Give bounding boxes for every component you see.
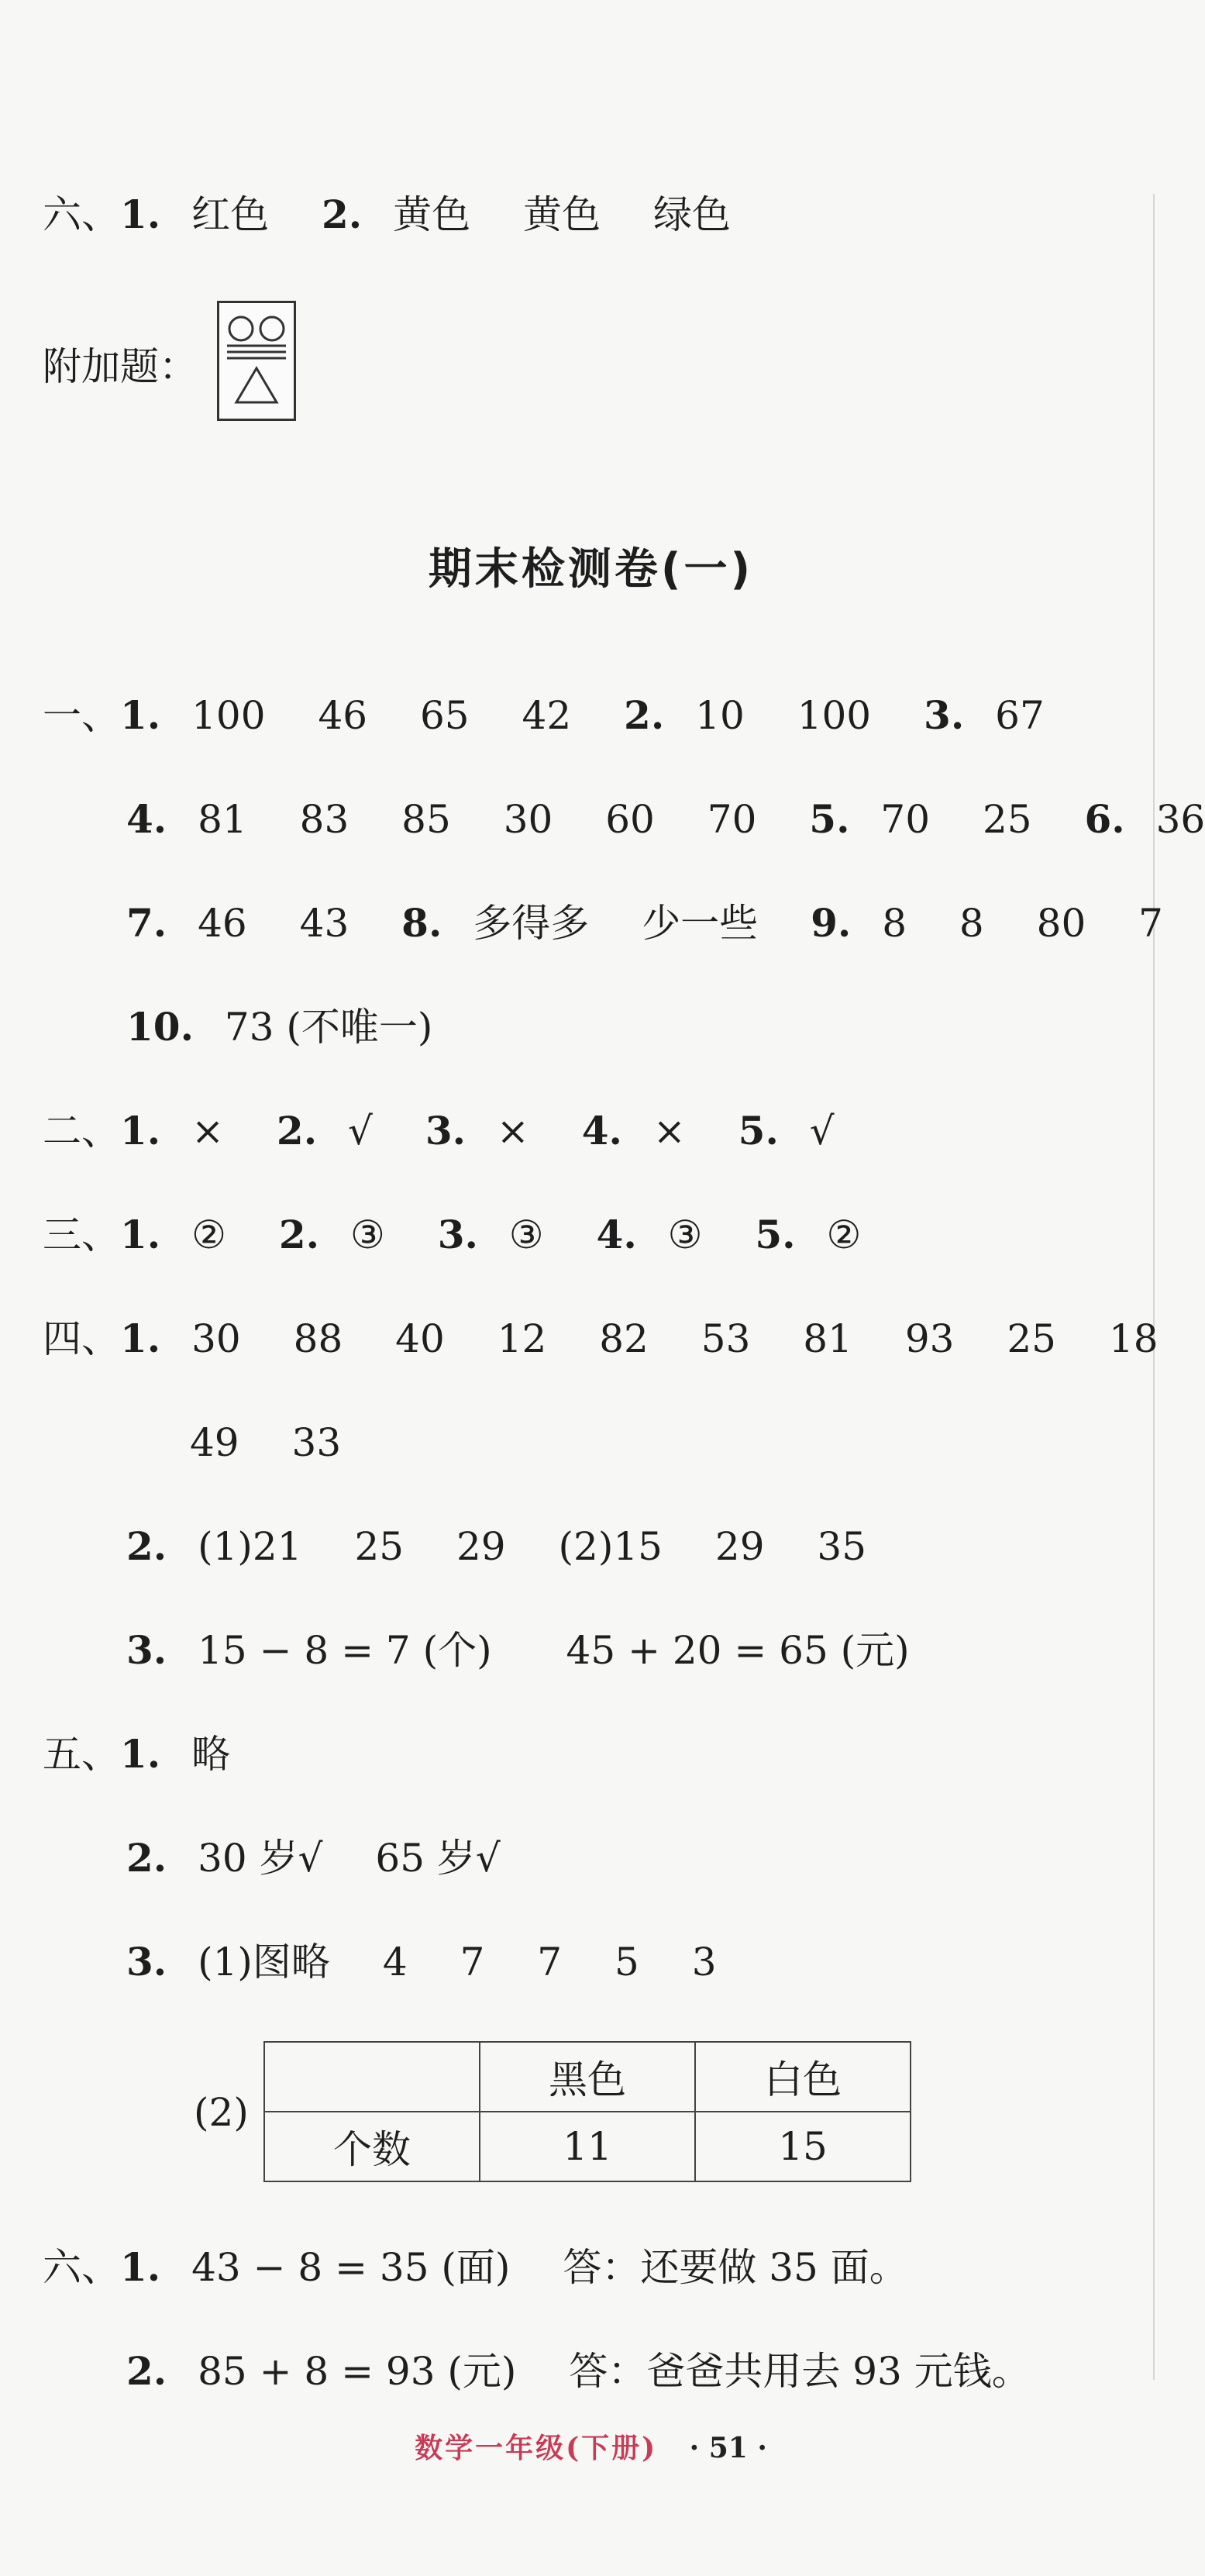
answer: 42 [522, 693, 572, 738]
section-marker: 六、 [43, 192, 120, 237]
answer: 3 [691, 1940, 717, 1985]
answer: 15 − 8 = 7 (个) [198, 1628, 492, 1673]
answer: 35 [817, 1524, 867, 1569]
answer: 5 [615, 1940, 639, 1985]
answer: √ [809, 1109, 835, 1154]
answer: 29 [456, 1524, 506, 1569]
section4-row1 [43, 1316, 1159, 1361]
answer: 36 [1155, 797, 1205, 842]
question-number: 3. [425, 1108, 467, 1154]
table-header-row [264, 2042, 911, 2112]
answer: ② [191, 1212, 226, 1257]
section5-row1 [43, 1731, 231, 1777]
table-corner-cell [264, 2042, 480, 2112]
question-number: 10. [126, 1004, 194, 1050]
section4-row4 [126, 1627, 910, 1673]
question-number: 2. [126, 2348, 167, 2394]
exam-title: 期末检测卷(一) [428, 544, 754, 595]
answer: 70 [880, 797, 931, 842]
answer: 少一些 [642, 901, 759, 946]
answer: 绿色 [652, 192, 731, 237]
answer: 8 [959, 901, 984, 946]
question-number: 1. [120, 1108, 161, 1154]
answer: 8 [882, 901, 907, 946]
answer: 46 [318, 693, 368, 738]
prev-section6-row [43, 191, 731, 237]
answer: ③ [508, 1212, 544, 1257]
answer: 18 [1108, 1316, 1159, 1361]
question-number: 2. [322, 191, 363, 237]
answer: × [652, 1109, 686, 1154]
answer: 多得多 [473, 901, 590, 946]
question-number: 6. [1084, 796, 1125, 842]
question-number: 7. [126, 900, 167, 946]
page-footer [0, 2426, 1182, 2466]
question-number: 2. [126, 1835, 167, 1881]
answer: × [496, 1109, 529, 1154]
answer: 43 − 8 = 35 (面) [191, 2245, 511, 2290]
answer: 黄色 [523, 192, 601, 237]
bonus-label-text: 附加题： [43, 344, 198, 389]
answer: 53 [701, 1316, 751, 1361]
question-number: 1. [120, 2244, 161, 2290]
answer: 33 [291, 1420, 342, 1465]
answer: 73 (不唯一) [224, 1005, 433, 1050]
answer: 30 [191, 1316, 241, 1361]
answer: 82 [599, 1316, 649, 1361]
answer: 10 [695, 693, 745, 738]
answer: 100 [191, 693, 266, 738]
answer: 25 [1007, 1316, 1056, 1361]
question-number: 4. [581, 1108, 622, 1154]
answer: 25 [354, 1524, 405, 1569]
answer: √ [348, 1109, 373, 1154]
section4-row3 [126, 1523, 867, 1569]
question-number: 1. [120, 1316, 161, 1361]
answer: ③ [667, 1212, 703, 1257]
section1-row4 [126, 1004, 433, 1050]
section-marker: 六、 [43, 2245, 120, 2290]
answer: 黄色 [393, 192, 471, 237]
section5-row2 [126, 1835, 501, 1881]
answer: 4 [382, 1940, 408, 1985]
table-header-cell: 黑色 [480, 2042, 695, 2112]
question-number: 4. [126, 796, 167, 842]
answer: 80 [1036, 901, 1086, 946]
section-marker: 四、 [43, 1316, 120, 1361]
answer: 答：还要做 35 面。 [563, 2245, 908, 2290]
answer: 65 岁√ [375, 1836, 501, 1881]
answer: 49 [190, 1420, 239, 1465]
question-number: 5. [755, 1212, 796, 1257]
answer: 85 [401, 797, 451, 842]
answer: 65 [419, 693, 470, 738]
answer: (1)图略 [198, 1940, 330, 1985]
section4-row2 [190, 1420, 342, 1465]
answer: ③ [349, 1212, 385, 1257]
answer: 30 岁√ [198, 1836, 323, 1881]
answer: 67 [995, 693, 1045, 738]
answer: 29 [714, 1524, 765, 1569]
table-row [264, 2112, 911, 2181]
question-number: 5. [809, 796, 850, 842]
answer: 答：爸爸共用去 93 元钱。 [569, 2349, 1031, 2394]
answer: 43 [299, 901, 349, 946]
answer: 红色 [191, 192, 270, 237]
answer: 7 [460, 1940, 485, 1985]
color-count-table [263, 2041, 911, 2182]
table-row-label: 个数 [264, 2112, 480, 2181]
answer: 略 [191, 1732, 231, 1777]
answer: 81 [198, 797, 247, 842]
question-number: 1. [120, 1731, 161, 1777]
answer: (1)21 [198, 1524, 302, 1569]
subquestion-number: (2) [194, 2090, 249, 2135]
answer: 83 [299, 797, 349, 842]
bonus-question-label [43, 344, 198, 389]
answer: 12 [497, 1316, 547, 1361]
question-number: 3. [924, 692, 965, 738]
question-number: 5. [738, 1108, 779, 1154]
answer: 85 + 8 = 93 (元) [198, 2349, 517, 2394]
answer: 7 [1138, 901, 1163, 946]
answer: ② [826, 1212, 862, 1257]
question-number: 2. [278, 1212, 320, 1257]
answer: 60 [605, 797, 655, 842]
answer: 30 [503, 797, 553, 842]
page-edge-divider [1153, 194, 1155, 2380]
page-number: · 51 · [689, 2432, 767, 2464]
section-marker: 五、 [43, 1732, 120, 1777]
section6-row2 [126, 2348, 1031, 2394]
section1-row3 [126, 900, 1163, 946]
question-number: 2. [276, 1108, 318, 1154]
answer: 46 [198, 901, 247, 946]
table-cell: 15 [695, 2112, 911, 2181]
question-number: 9. [811, 900, 852, 946]
bonus-answer-icon [217, 301, 296, 421]
section5-row3 [126, 1939, 717, 1985]
answer: 25 [982, 797, 1032, 842]
answer: 70 [707, 797, 757, 842]
section-marker: 一、 [43, 693, 120, 738]
book-title: 数学一年级(下册) [415, 2432, 658, 2464]
question-number: 4. [596, 1212, 637, 1257]
question-number: 2. [624, 692, 665, 738]
section1-row2 [126, 796, 1205, 842]
table-header-cell: 白色 [695, 2042, 911, 2112]
answer: × [191, 1109, 225, 1154]
answer: 45 + 20 = 65 (元) [566, 1628, 910, 1673]
question-number: 3. [437, 1212, 478, 1257]
answer: 81 [803, 1316, 852, 1361]
question-number: 1. [120, 191, 161, 237]
table-cell: 11 [480, 2112, 695, 2181]
answer: 40 [395, 1316, 445, 1361]
answer: 88 [293, 1316, 343, 1361]
section2-row [43, 1108, 835, 1154]
answer: 100 [797, 693, 872, 738]
question-number: 1. [120, 692, 161, 738]
answer: 7 [537, 1940, 563, 1985]
section5-subquestion-label [194, 2090, 249, 2135]
section3-row [43, 1212, 862, 1257]
question-number: 3. [126, 1627, 167, 1673]
question-number: 8. [401, 900, 442, 946]
section-marker: 三、 [43, 1212, 120, 1257]
shapes-figure-icon [219, 303, 294, 419]
section-marker: 二、 [43, 1109, 120, 1154]
question-number: 2. [126, 1523, 167, 1569]
answer: 93 [904, 1316, 955, 1361]
section6-row1 [43, 2244, 908, 2290]
answer: (2)15 [558, 1524, 663, 1569]
question-number: 3. [126, 1939, 167, 1985]
question-number: 1. [120, 1212, 161, 1257]
section1-row1 [43, 692, 1045, 738]
